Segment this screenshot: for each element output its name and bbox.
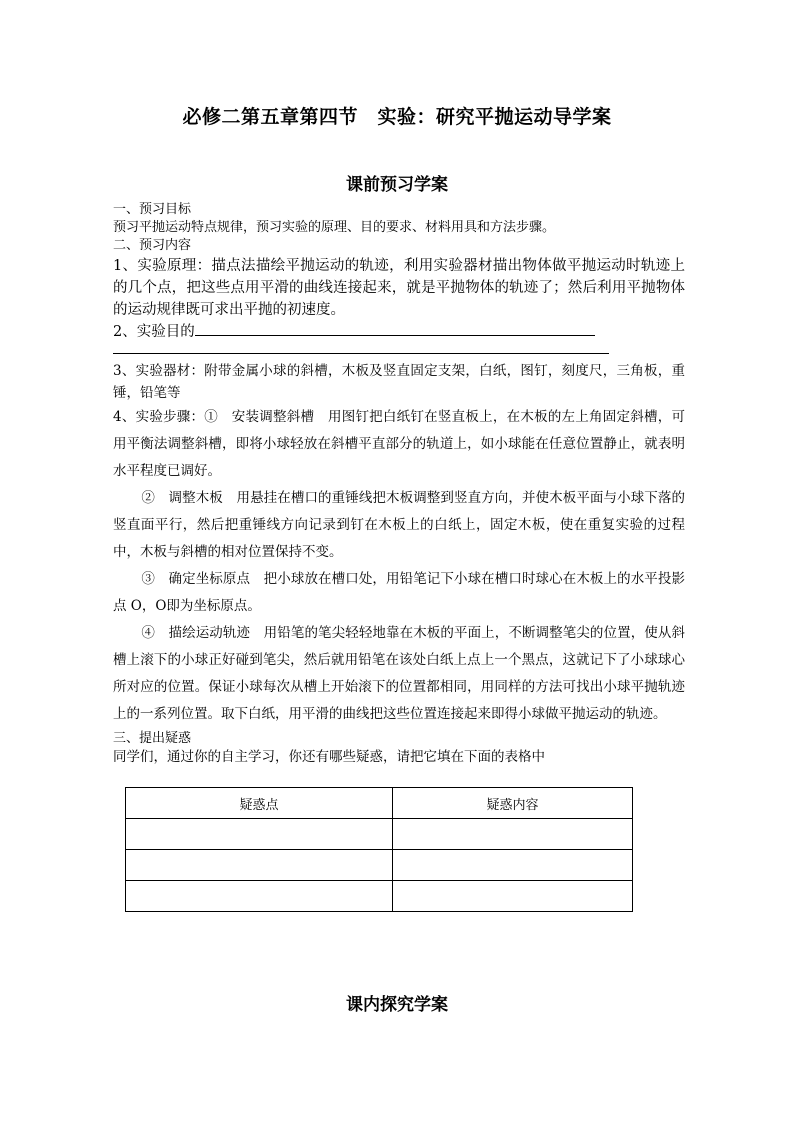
document-body: [113, 201, 685, 766]
purpose-blank-line-2[interactable]: [113, 343, 609, 354]
table-header-row: [126, 788, 633, 819]
section-title-preview: 课前预习学案: [346, 175, 448, 195]
table-cell[interactable]: [393, 819, 633, 850]
table-row: [126, 881, 633, 912]
page-title: 必修二第五章第四节 实验：研究平抛运动导学案: [182, 106, 612, 128]
heading-questions: 三、提出疑惑: [113, 731, 192, 746]
table-row: [126, 850, 633, 881]
table-cell[interactable]: [393, 850, 633, 881]
experiment-principle: 1、实验原理：描点法描绘平抛运动的轨迹，利用实验器材描出物体做平抛运动时轨迹上的几个点，把这些点用平滑的曲线连接起来，就是平抛物体的轨迹了；然后利用平抛物体的运动规律既可求出平抛的初速度。: [113, 258, 685, 318]
preview-goal-text: 预习平抛运动特点规律，预习实验的原理、目的要求、材料用具和方法步骤。: [113, 220, 556, 235]
experiment-step-3: ③ 确定坐标原点 把小球放在槽口处，用铅笔记下小球在槽口时球心在木板上的水平投影点 O，O即为坐标原点。: [113, 571, 685, 614]
questions-instruction: 同学们，通过你的自主学习，你还有哪些疑惑，请把它填在下面的表格中: [113, 749, 545, 765]
experiment-purpose: [113, 321, 685, 343]
experiment-purpose-label: 2、实验目的: [113, 324, 195, 340]
section-title-inclass: 课内探究学案: [346, 995, 448, 1015]
heading-preview-goal: 一、预习目标: [113, 202, 192, 217]
questions-table: [125, 787, 633, 912]
experiment-step-1: 4、实验步骤：① 安装调整斜槽 用图钉把白纸钉在竖直板上，在木板的左上角固定斜槽，可用平衡法调整斜槽，即将小球轻放在斜槽平直部分的轨道上，如小球能在任意位置静止，就表明水平程度已调好。: [113, 409, 685, 479]
table-cell[interactable]: [393, 881, 633, 912]
table-cell[interactable]: [126, 850, 393, 881]
experiment-equipment: 3、实验器材：附带金属小球的斜槽，木板及竖直固定支架，白纸，图钉，刻度尺，三角板，重锤，铅笔等: [113, 363, 685, 401]
table-cell[interactable]: [126, 819, 393, 850]
experiment-step-2: ② 调整木板 用悬挂在槽口的重锤线把木板调整到竖直方向，并使木板平面与小球下落的竖直面平行，然后把重锤线方向记录到钉在木板上的白纸上，固定木板，使在重复实验的过程中，木板与斜槽的相对位置保持不变。: [113, 490, 685, 560]
table-header-point: 疑惑点: [126, 788, 393, 819]
experiment-step-4: ④ 描绘运动轨迹 用铅笔的笔尖轻轻地靠在木板的平面上，不断调整笔尖的位置，使从斜槽上滚下的小球正好碰到笔尖，然后就用铅笔在该处白纸上点上一个黑点，这就记下了小球球心所对应的位置。保证小球每次从槽上开始滚下的位置都相同，用同样的方法可找出小球平抛轨迹上的一系列位置。取下白纸，用平滑的曲线把这些位置连接起来即得小球做平抛运动的轨迹。: [113, 625, 685, 722]
heading-preview-content: 二、预习内容: [113, 238, 192, 253]
table-cell[interactable]: [126, 881, 393, 912]
table-header-content: 疑惑内容: [393, 788, 633, 819]
table-row: [126, 819, 633, 850]
purpose-blank-line[interactable]: [195, 321, 595, 336]
